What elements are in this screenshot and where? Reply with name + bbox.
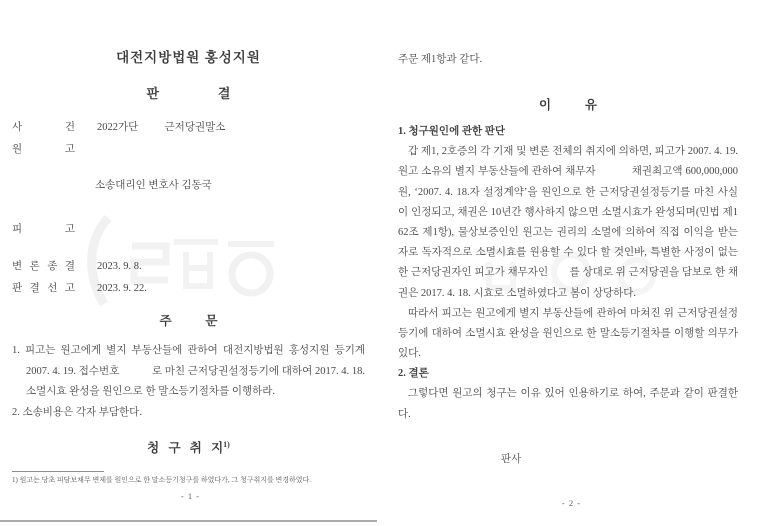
order-item-1: 1. 피고는 원고에게 별지 부동산들에 관하여 대전지방법원 홍성지원 등기계 2007. 4. 19. 접수번호 로 마친 근저당권설정등기에 대하여 2017. 4. 18. 소멸시효 완성을 원인으로 한 말소등기절차를 이행하라.	[12, 345, 365, 397]
judge-label: 판사	[501, 453, 522, 465]
attorney-line: 소송대리인 변호사 김동국	[95, 180, 212, 191]
plaintiff-row	[12, 143, 365, 157]
claim-heading	[12, 438, 365, 456]
hearing-closed-date: 2023. 9. 8.	[97, 261, 142, 272]
plaintiff-label: 원 고	[12, 144, 75, 155]
sentencing-label: 판 결 선 고	[12, 283, 75, 294]
conclusion-paragraph: 그렇다면 원고의 청구는 이유 있어 인용하기로 하여, 주문과 같이 판결한다.	[398, 388, 738, 420]
claim-purpose-body: 주문 제1항과 같다.	[398, 54, 483, 65]
defendant-label: 피 고	[12, 224, 75, 235]
case-number-value: 2022가단 근저당권말소	[97, 122, 226, 133]
hearing-closed-label: 변 론 종 결	[12, 261, 75, 272]
footnote-divider	[12, 471, 104, 472]
section-1-paragraph-2: 따라서 피고는 원고에게 별지 부동산들에 관하여 마쳐진 위 근저당권설정등기에 대하여 소멸시효 완성을 원인으로 한 말소등기절차를 이행할 의무가 있다.	[398, 307, 738, 360]
hearing-closed-row	[12, 260, 365, 274]
section-1-heading: 1. 청구원인에 관한 판단	[398, 126, 506, 138]
sentencing-date: 2023. 9. 22.	[97, 283, 147, 294]
order-item-2: 2. 소송비용은 각자 부담한다.	[12, 406, 142, 418]
judgment-page-2	[381, 0, 762, 526]
footnote-text: 1) 원고는 당초 피담보채무 변제를 원인으로 한 말소등기청구를 하였다가, 그 청구취지를 변경하였다.	[12, 476, 312, 484]
scan-edge-line	[0, 520, 377, 522]
footnote-reference-mark: 1)	[223, 439, 230, 449]
document-title: 판 결	[146, 86, 231, 101]
court-name: 대전지방법원 홍성지원	[116, 50, 261, 65]
case-number-row	[12, 121, 365, 135]
sentencing-row	[12, 282, 365, 296]
defendant-row	[12, 223, 365, 237]
section-1-paragraph-1: 갑 제1, 2호증의 각 기재 및 변론 전체의 취지에 의하면, 피고가 2007. 4. 19. 원고 소유의 별지 부동산들에 관하여 채무자 채권최고액 600,000,000원, ‘2007. 4. 18.자 설정계약’을 원인으로 한 근저당권설정등기를 마친 사실이 인정되고, 채권은 10년간 행사하지 않으면 소멸시효가 완성되며(민법 제162조 제1항), 물상보증인인 원고는 권리의 소멸에 의하여 직접 이익을 받는 자로 독자적으로 소멸시효를 원용할 수 있다 할 것인바, 특별한 사정이 없는 한 근저당권자인 피고가 채무자인 를 상대로 위 근저당권을 담보로 한 채권은 2017. 4. 18. 시효로 소멸하였다고 봄이 상당하다.	[398, 146, 738, 299]
case-label: 사 건	[12, 122, 75, 133]
page-number-2: - 2 -	[561, 498, 582, 508]
reasons-heading: 이 유	[539, 98, 597, 113]
page-number-1: - 1 -	[180, 491, 201, 501]
order-heading: 주 문	[159, 314, 218, 328]
section-2-heading: 2. 결론	[398, 368, 429, 380]
claim-heading-text: 청 구 취 지	[147, 441, 224, 455]
